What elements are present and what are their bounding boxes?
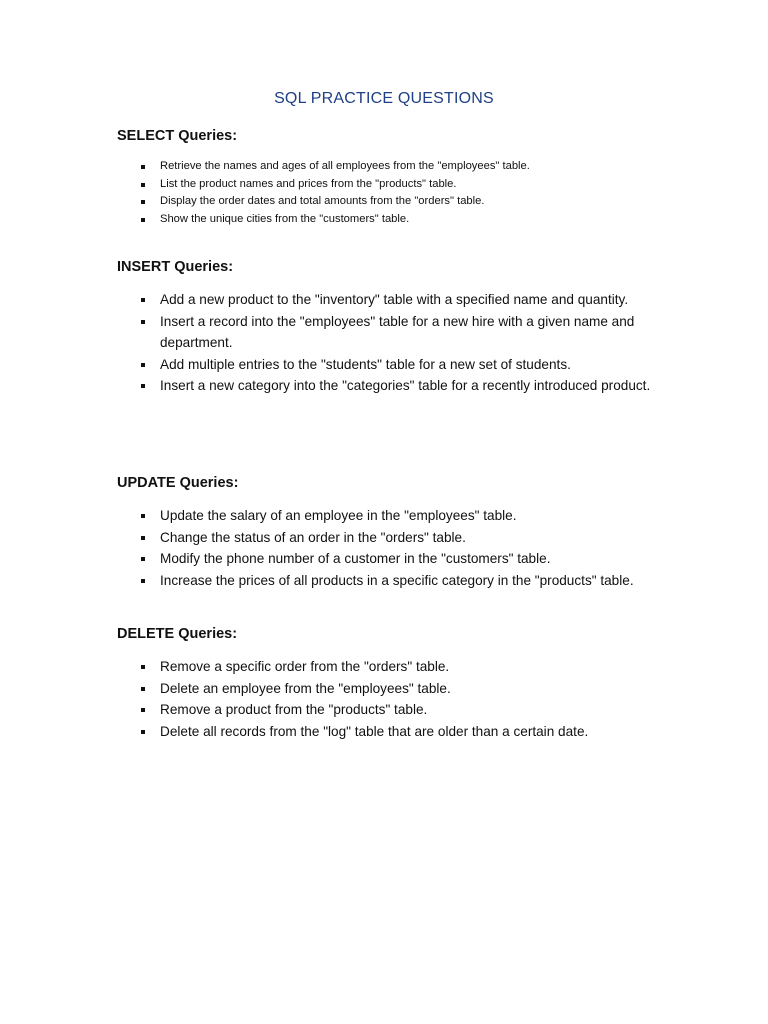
list-item-text: Remove a product from the "products" table. (160, 702, 428, 718)
list-item (117, 570, 657, 592)
list-item-text: Delete all records from the "log" table that are older than a certain date. (160, 723, 589, 739)
bullet-list (117, 158, 657, 228)
list-item (117, 158, 657, 176)
square-bullet-icon (141, 579, 145, 583)
list-item (117, 678, 657, 700)
square-bullet-icon (141, 687, 145, 691)
list-item-text: Show the unique cities from the "customers" table. (160, 212, 410, 225)
list-item-text: Remove a specific order from the "orders" table. (160, 659, 450, 674)
square-bullet-icon (141, 183, 145, 187)
section-heading: SELECT Queries: (117, 128, 238, 144)
list-item-text: Insert a record into the "employees" table for a new hire with a given name and department. (160, 313, 635, 351)
bullet-list (117, 289, 657, 397)
list-item-text: Insert a new category into the "categories" table for a recently introduced product. (160, 378, 651, 394)
square-bullet-icon (141, 557, 145, 561)
square-bullet-icon (141, 730, 145, 734)
list-item (117, 548, 657, 570)
bullet-list (117, 656, 657, 742)
list-item-text: Add a new product to the "inventory" table with a specified name and quantity. (160, 292, 629, 307)
list-item (117, 721, 657, 743)
section-update-queries (117, 474, 657, 591)
section-heading: DELETE Queries: (117, 626, 238, 642)
list-item-text: Change the status of an order in the "orders" table. (160, 529, 466, 545)
bullet-list (117, 505, 657, 591)
section-select-queries (117, 127, 657, 228)
list-item (117, 176, 657, 194)
square-bullet-icon (141, 536, 145, 540)
square-bullet-icon (141, 218, 145, 222)
square-bullet-icon (141, 384, 145, 388)
section-heading: UPDATE Queries: (117, 475, 239, 491)
list-item (117, 699, 657, 721)
list-item (117, 375, 657, 397)
square-bullet-icon (141, 665, 145, 669)
list-item (117, 656, 657, 678)
list-item-text: Add multiple entries to the "students" table for a new set of students. (160, 356, 571, 372)
list-item-text: Increase the prices of all products in a specific category in the "products" table. (160, 572, 634, 588)
list-item-text: Display the order dates and total amounts from the "orders" table. (160, 195, 485, 207)
list-item (117, 354, 657, 376)
list-item (117, 211, 657, 229)
square-bullet-icon (141, 298, 145, 302)
list-item (117, 289, 657, 311)
list-item-text: Retrieve the names and ages of all employees from the "employees" table. (160, 160, 530, 172)
section-delete-queries (117, 625, 657, 742)
square-bullet-icon (141, 363, 145, 367)
list-item (117, 311, 657, 354)
list-item-text: List the product names and prices from the "products" table. (160, 177, 457, 190)
page-title: SQL PRACTICE QUESTIONS (274, 90, 494, 107)
section-heading: INSERT Queries: (117, 259, 234, 275)
list-item (117, 527, 657, 549)
list-item (117, 505, 657, 527)
list-item-text: Delete an employee from the "employees" table. (160, 680, 451, 696)
square-bullet-icon (141, 165, 145, 169)
list-item-text: Modify the phone number of a customer in the "customers" table. (160, 551, 551, 567)
section-insert-queries (117, 258, 657, 397)
square-bullet-icon (141, 514, 145, 518)
list-item (117, 193, 657, 211)
list-item-text: Update the salary of an employee in the "employees" table. (160, 508, 517, 523)
square-bullet-icon (141, 320, 145, 324)
square-bullet-icon (141, 708, 145, 712)
square-bullet-icon (141, 200, 145, 204)
